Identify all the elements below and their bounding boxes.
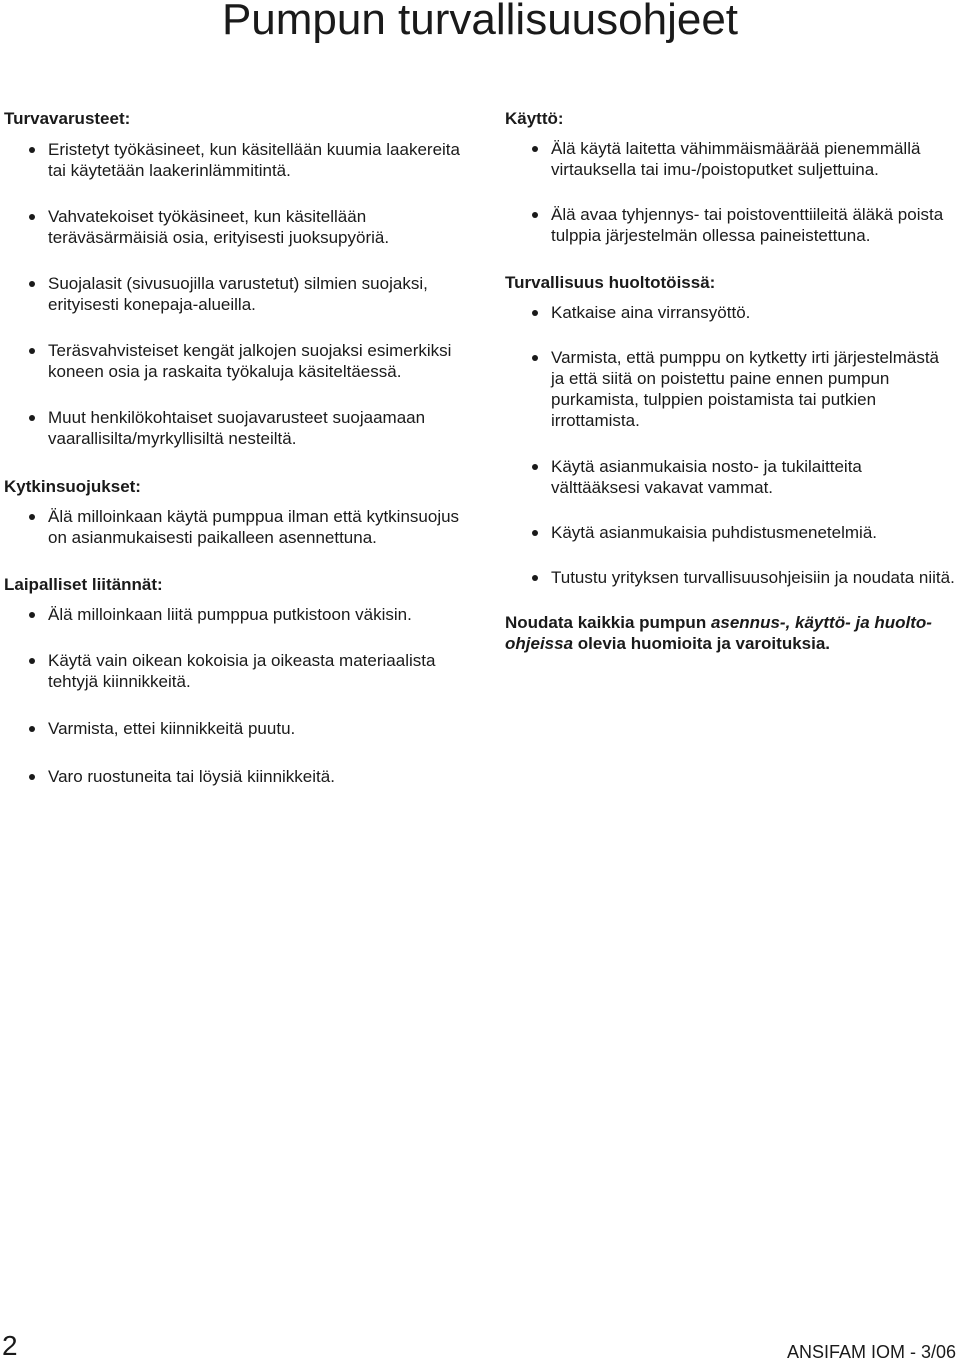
page-title: Pumpun turvallisuusohjeet [221, 0, 739, 44]
bullet-icon [29, 147, 35, 153]
bullet-icon [532, 310, 538, 316]
list-turvavarusteet [4, 139, 474, 449]
list-item: Älä käytä laitetta vähimmäismäärää pienemmällä virtauksella tai imu-/poistoputket suljettuina. [505, 138, 955, 180]
list-item: Muut henkilökohtaiset suojavarusteet suojaamaan vaarallisilta/myrkyllisiltä nesteiltä. [4, 407, 474, 449]
section-heading-turvavarusteet: Turvavarusteet: [4, 109, 131, 128]
safety-note: Noudata kaikkia pumpun asennus-, käyttö- ja huolto-ohjeissa olevia huomioita ja varoituksia. [505, 613, 932, 653]
list-item: Käytä asianmukaisia puhdistusmenetelmiä. [505, 522, 955, 543]
section-heading-kaytto: Käyttö: [505, 109, 564, 128]
list-kytkinsuojukset [4, 506, 474, 548]
bullet-icon [29, 658, 35, 664]
bullet-icon [29, 281, 35, 287]
bullet-icon [532, 212, 538, 218]
section-heading-turvallisuus-huoltotoissa: Turvallisuus huoltotöissä: [505, 273, 716, 292]
list-item: Katkaise aina virransyöttö. [505, 302, 955, 323]
document-id: ANSIFAM IOM - 3/06 [786, 1342, 956, 1362]
list-item: Teräsvahvisteiset kengät jalkojen suojaksi esimerkiksi koneen osia ja raskaita työkaluja käsiteltäessä. [4, 340, 474, 382]
list-item: Älä milloinkaan käytä pumppua ilman että kytkinsuojus on asianmukaisesti paikalleen asennettuna. [4, 506, 474, 548]
list-item: Älä milloinkaan liitä pumppua putkistoon väkisin. [4, 604, 474, 625]
page-number: 2 [2, 1330, 18, 1361]
list-turvallisuus-huoltotoissa [505, 302, 955, 588]
list-kaytto [505, 138, 955, 246]
list-item: Käytä vain oikean kokoisia ja oikeasta materiaalista tehtyjä kiinnikkeitä. [4, 650, 474, 692]
bullet-icon [29, 348, 35, 354]
list-item: Älä avaa tyhjennys- tai poistoventtiileitä äläkä poista tulppia järjestelmän ollessa paineistettuna. [505, 204, 955, 246]
list-item: Varmista, ettei kiinnikkeitä puutu. [4, 718, 474, 739]
left-column [4, 108, 474, 787]
section-heading-kytkinsuojukset: Kytkinsuojukset: [4, 477, 141, 496]
list-laipalliset-liitannat [4, 604, 474, 787]
list-item: Tutustu yrityksen turvallisuusohjeisiin ja noudata niitä. [505, 567, 955, 588]
bullet-icon [29, 726, 35, 732]
bullet-icon [532, 355, 538, 361]
list-item: Eristetyt työkäsineet, kun käsitellään kuumia laakereita tai käytetään laakerinlämmitintä. [4, 139, 474, 181]
right-column [505, 108, 955, 654]
list-item: Varo ruostuneita tai löysiä kiinnikkeitä. [4, 766, 474, 787]
bullet-icon [29, 774, 35, 780]
bullet-icon [532, 575, 538, 581]
list-item: Suojalasit (sivusuojilla varustetut) silmien suojaksi, erityisesti konepaja-alueilla. [4, 273, 474, 315]
bullet-icon [532, 530, 538, 536]
list-item: Vahvatekoiset työkäsineet, kun käsitellään teräväsärmäisiä osia, erityisesti juoksupyöriä. [4, 206, 474, 248]
bullet-icon [532, 146, 538, 152]
list-item: Varmista, että pumppu on kytketty irti järjestelmästä ja että siitä on poistettu paine ennen pumpun purkamista, tulppien poistamista tai putkien irrottamista. [505, 347, 955, 431]
section-heading-laipalliset-liitannat: Laipalliset liitännät: [4, 575, 163, 594]
safety-note-emphasis: asennus-, käyttö- ja huolto-ohjeissa [505, 613, 932, 653]
bullet-icon [29, 514, 35, 520]
bullet-icon [532, 464, 538, 470]
bullet-icon [29, 214, 35, 220]
bullet-icon [29, 612, 35, 618]
list-item: Käytä asianmukaisia nosto- ja tukilaitteita välttääksesi vakavat vammat. [505, 456, 955, 498]
bullet-icon [29, 415, 35, 421]
